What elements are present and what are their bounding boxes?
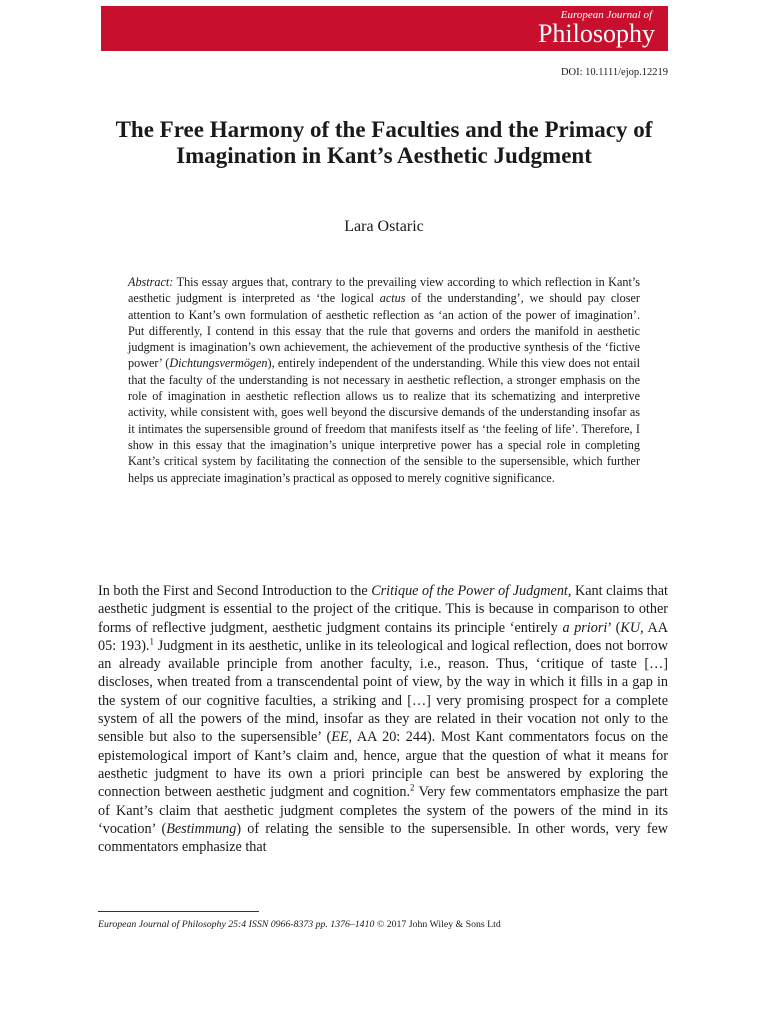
journal-name-large: Philosophy [537, 19, 655, 48]
term-bestimmung: Bestimmung [166, 820, 237, 837]
abstract-term-actus: actus [379, 291, 406, 306]
abstract-label: Abstract: [128, 275, 174, 289]
body-text: In both the First and Second Introduction to the [98, 583, 372, 599]
footnote-ref-2[interactable]: 2 [410, 782, 415, 793]
body-paragraph [98, 582, 668, 856]
footnote-ref-1[interactable]: 1 [149, 636, 154, 647]
body-text: ) of relating the sensible to the supersensible. In other words, very few commentators emphasize that [98, 820, 668, 856]
abstract-term-dichtungsvermoegen: Dichtungsvermögen [169, 356, 268, 371]
abstract [128, 274, 640, 486]
body-text: , AA 05: 193). [98, 619, 668, 654]
body-text: , Kant claims that aesthetic judgment is essential to the project of the critique. This is because in comparison to other forms of reflective judgment, aesthetic judgment contains its principle ‘entirely [98, 583, 669, 636]
footer-divider [98, 911, 259, 912]
citation-ee: EE [331, 729, 349, 746]
abstract-text: of the understanding’, we should pay closer attention to Kant’s own formulation of aesthetic reflection as ‘an action of the power of imagination’. Put differently, I contend in this essay that the rule that governs and orders the manifold in aesthetic judgment is imagination’s own achievement, the achievement of the productive synthesis of the ‘fictive power’ ( [128, 291, 640, 371]
book-title-critique: Critique of the Power of Judgment [371, 583, 568, 599]
body-text: , AA 20: 244). Most Kant commentators focus on the epistemological import of Kant’s claim and, hence, argue that the question of what it means for aesthetic judgment to have its own a priori principle can best be answered by exploring the connection between aesthetic judgment and cognition. [98, 729, 668, 801]
journal-banner [101, 6, 668, 51]
page-footer [98, 919, 501, 930]
abstract-text: ), entirely independent of the understanding. While this view does not entail that the faculty of the understanding is not necessary in aesthetic reflection, a stronger emphasis on the role of imagination in aesthetic reflection allows us to realize that its schematizing and interpretive activity, while consistent with, goes well beyond the discursive demands of the understanding insofar as it intimates the supersensible ground of freedom that manifests itself as ‘the feeling of life’. Therefore, I show in this essay that the imagination’s unique interpretive power has a special role in completing Kant’s critical system by facilitating the connection of the sensible to the supersensible, which further helps us appreciate imagination’s practical as opposed to merely cognitive significance. [128, 356, 640, 485]
footer-citation: European Journal of Philosophy 25:4 ISSN 0966-8373 pp. 1376–1410 [98, 919, 375, 930]
footer-copyright: © 2017 John Wiley & Sons Ltd [374, 919, 501, 930]
doi-link[interactable]: DOI: 10.1111/ejop.12219 [560, 67, 668, 78]
author-name: Lara Ostaric [344, 218, 424, 235]
body-text: ’ ( [607, 619, 621, 636]
citation-ku: KU [620, 619, 641, 636]
journal-name-small: European Journal of [560, 9, 652, 21]
term-a-priori: a priori [562, 619, 608, 636]
abstract-text: This essay argues that, contrary to the prevailing view according to which reflection in Kant’s aesthetic judgment is interpreted as ‘the logical [128, 275, 640, 306]
body-text: Judgment in its aesthetic, unlike in its teleological and logical reflection, does not borrow an already available principle from another faculty, i.e., reason. Thus, ‘critique of taste […] discloses, when treated from a transcendental point of view, by the way in which it fills in a gap in the system of our cognitive faculties, a striking and […] very promising prospect for a complete system of all the powers of the mind, insofar as they are related in their vocation not only to the sensible but also to the supersensible’ ( [98, 637, 668, 746]
article-title: The Free Harmony of the Faculties and the Primacy of Imagination in Kant’s Aesthetic Judgment [115, 117, 653, 168]
body-text: Very few commentators emphasize the part of Kant’s claim that aesthetic judgment completes the system of the powers of the mind in its ‘vocation’ ( [98, 784, 669, 837]
